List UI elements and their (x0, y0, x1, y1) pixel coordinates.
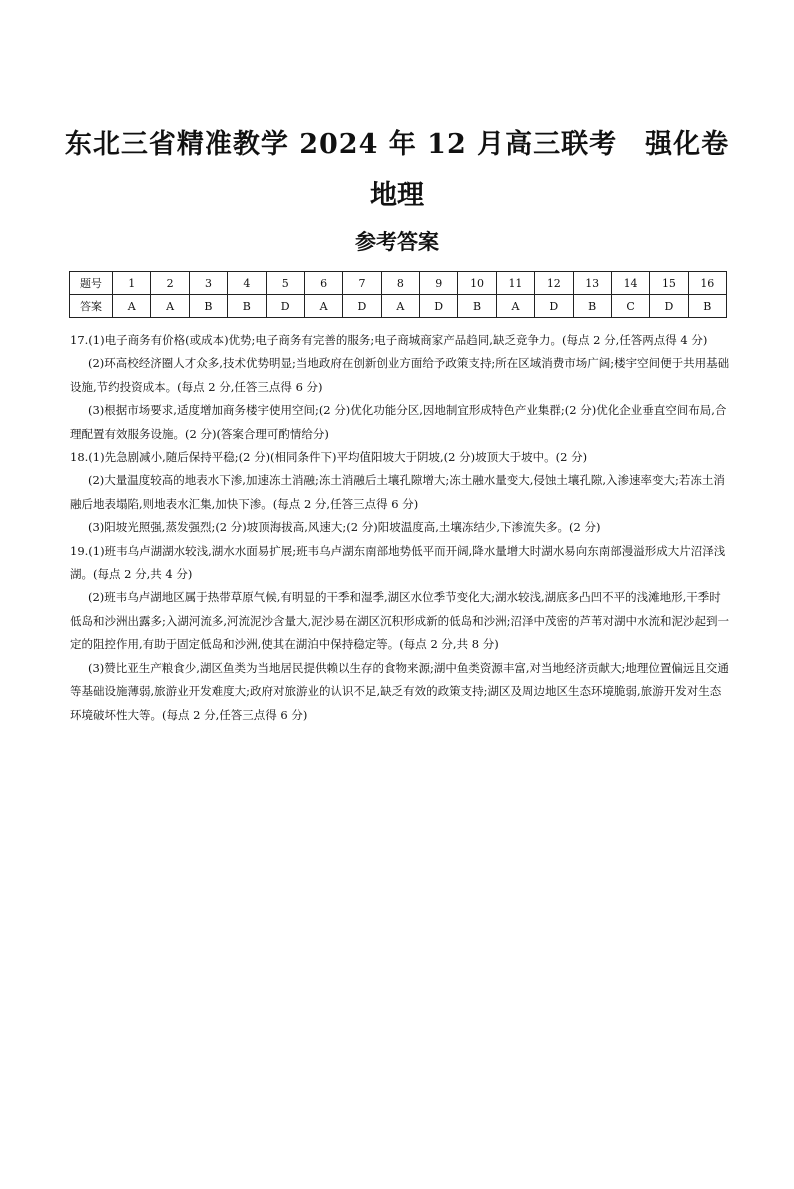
answer-key-table (69, 271, 727, 318)
answer-section-title: 参考答案 (355, 229, 439, 254)
question-18 (70, 446, 730, 540)
q18-part-1: 18.(1)先急剧减小,随后保持平稳;(2 分)(相同条件下)平均值阳坡大于阴坡,(2 分)坡顶大于坡中。(2 分) (70, 450, 588, 465)
question-number-cell: 12 (535, 272, 573, 295)
answer-cell: D (535, 295, 573, 318)
q19-part-1: 19.(1)班韦乌卢湖湖水较浅,湖水水面易扩展;班韦乌卢湖东南部地势低平而开阔,降水量增大时湖水易向东南部漫溢形成大片沼泽浅湖。(每点 2 分,共 4 分) (70, 543, 726, 582)
subject-title: 地理 (370, 180, 424, 211)
answer-cell: B (228, 295, 266, 318)
question-number-cell: 2 (151, 272, 189, 295)
question-number-cell: 3 (189, 272, 227, 295)
answer-cell: D (650, 295, 688, 318)
row-label-answer: 答案 (70, 295, 113, 318)
q19-part-3: (3)赞比亚生产粮食少,湖区鱼类为当地居民提供赖以生存的食物来源;湖中鱼类资源丰富,对当地经济贡献大;地理位置偏远且交通等基础设施薄弱,旅游业开发难度大;政府对旅游业的认识不足,缺乏有效的政策支持;湖区及周边地区生态环境脆弱,旅游开发对生态环境破坏性大等。(每点 2 分,任答三点得 6 分) (70, 660, 729, 722)
answer-cell: C (611, 295, 649, 318)
question-number-cell: 16 (688, 272, 726, 295)
answer-row (70, 295, 727, 318)
question-19 (70, 540, 730, 727)
answer-cell: A (496, 295, 534, 318)
q18-part-3: (3)阳坡光照强,蒸发强烈;(2 分)坡顶海拔高,风速大;(2 分)阳坡温度高,土壤冻结少,下渗流失多。(2 分) (88, 520, 601, 535)
answer-cell: D (266, 295, 304, 318)
q17-part-3: (3)根据市场要求,适度增加商务楼宇使用空间;(2 分)优化功能分区,因地制宜形成特色产业集群;(2 分)优化企业垂直空间布局,合理配置有效服务设施。(2 分)(答案合理可酌情给分) (70, 403, 727, 441)
answer-cell: A (151, 295, 189, 318)
answer-cell: A (381, 295, 419, 318)
answer-cell: B (688, 295, 726, 318)
answer-explanations (70, 329, 730, 727)
question-number-cell: 1 (113, 272, 151, 295)
question-number-cell: 6 (304, 272, 342, 295)
row-label-number: 题号 (70, 272, 113, 295)
question-number-cell: 8 (381, 272, 419, 295)
question-17 (70, 329, 730, 446)
page-title: 东北三省精准教学 2024 年 12 月高三联考 强化卷 (64, 129, 730, 160)
q18-part-2: (2)大量温度较高的地表水下渗,加速冻土消融;冻土消融后土壤孔隙增大;冻土融水量变大,侵蚀土壤孔隙,入渗速率变大;若冻土消融后地表塌陷,则地表水汇集,加快下渗。(每点 2 分,任答三点得 6 分) (70, 473, 725, 511)
q19-part-2: (2)班韦乌卢湖地区属于热带草原气候,有明显的干季和湿季,湖区水位季节变化大;湖水较浅,湖底多凸凹不平的浅滩地形,干季时低岛和沙洲出露多;入湖河流多,河流泥沙含量大,泥沙易在湖区沉积形成新的低岛和沙洲;沼泽中茂密的芦苇对湖中水流和泥沙起到一定的阻控作用,有助于固定低岛和沙洲,使其在湖泊中保持稳定等。(每点 2 分,共 8 分) (70, 590, 730, 652)
q17-part-1: 17.(1)电子商务有价格(或成本)优势;电子商务有完善的服务;电子商城商家产品趋同,缺乏竞争力。(每点 2 分,任答两点得 4 分) (70, 333, 708, 347)
question-number-cell: 7 (343, 272, 381, 295)
question-number-cell: 5 (266, 272, 304, 295)
question-number-cell: 14 (611, 272, 649, 295)
question-number-cell: 9 (420, 272, 458, 295)
answer-cell: B (189, 295, 227, 318)
question-number-row (70, 272, 727, 295)
question-number-cell: 15 (650, 272, 688, 295)
answer-cell: B (458, 295, 496, 318)
answer-cell: D (343, 295, 381, 318)
answer-cell: A (304, 295, 342, 318)
answer-cell: D (420, 295, 458, 318)
question-number-cell: 10 (458, 272, 496, 295)
answer-cell: B (573, 295, 611, 318)
question-number-cell: 11 (496, 272, 534, 295)
question-number-cell: 13 (573, 272, 611, 295)
question-number-cell: 4 (228, 272, 266, 295)
answer-cell: A (113, 295, 151, 318)
q17-part-2: (2)环高校经济圈人才众多,技术优势明显;当地政府在创新创业方面给予政策支持;所在区域消费市场广阔;楼宇空间便于共用基础设施,节约投资成本。(每点 2 分,任答三点得 6 分) (70, 356, 730, 394)
